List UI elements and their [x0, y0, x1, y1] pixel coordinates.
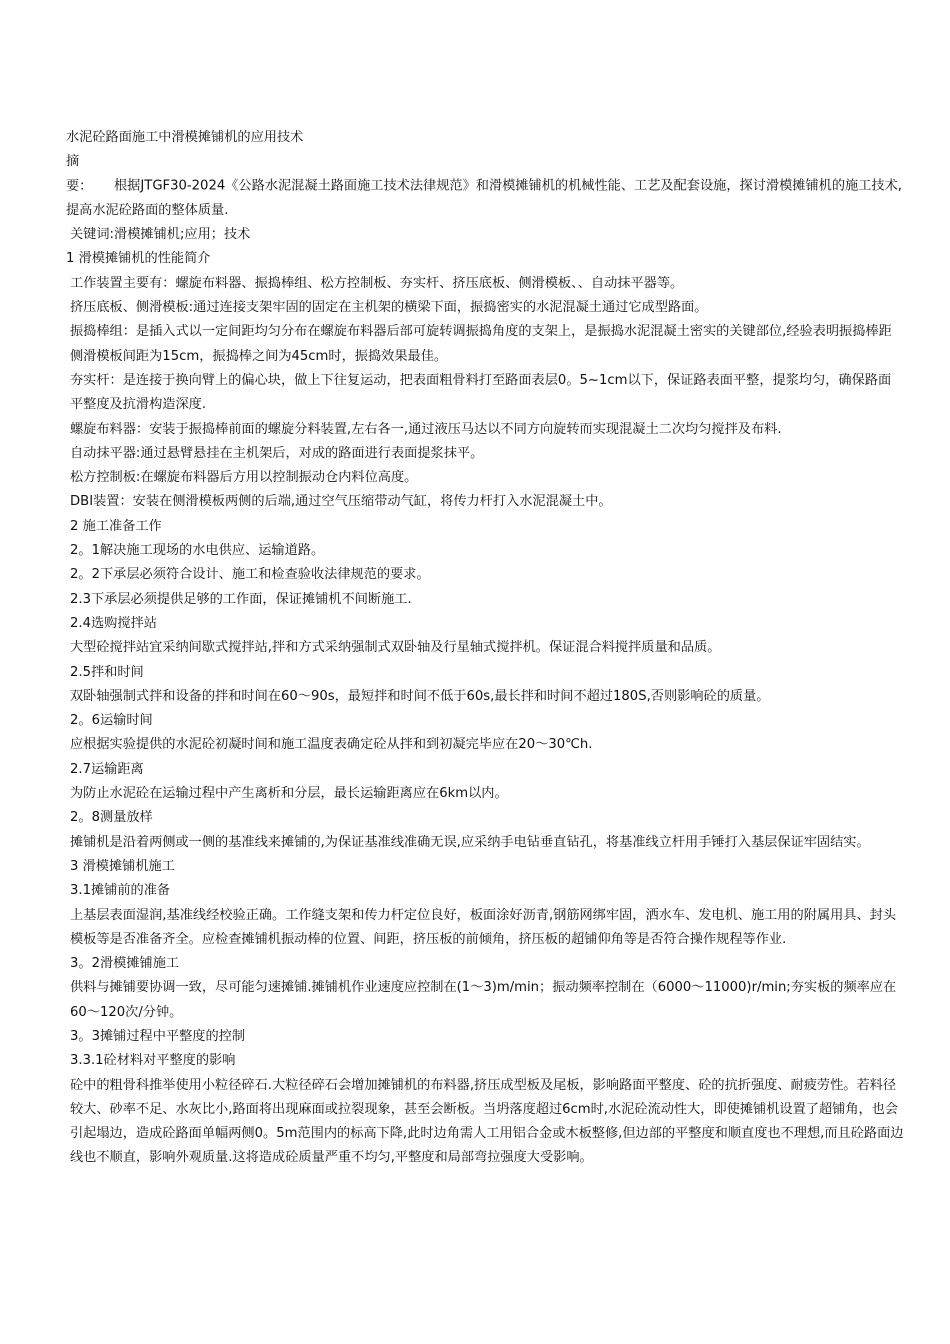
paragraph: 振捣棒组：是插入式以一定间距均匀分布在螺旋布料器后部可旋转调振捣角度的支架上，是振捣水泥混凝土密实的关键部位,经验表明振捣棒距侧滑模板间距为15cm，振捣棒之间为45cm时，振捣效果最佳。 — [70, 324, 892, 364]
document-title: 水泥砼路面施工中滑模摊铺机的应用技术 — [66, 130, 304, 145]
paragraph: 螺旋布料器：安装于振捣棒前面的螺旋分料装置,左右各一,通过液压马达以不同方向旋转而实现混凝土二次均匀搅拌及布料. — [70, 421, 782, 437]
paragraph: 摊铺机是沿着两侧或一侧的基准线来摊铺的,为保证基准线准确无误,应采纳手电钻垂直钻孔，将基准线立杆用手锤打入基层保证牢固结实。 — [70, 834, 870, 850]
paragraph: 应根据实验提供的水泥砼初凝时间和施工温度表确定砼从拌和到初凝完毕应在20～30℃h. — [70, 737, 593, 753]
paragraph: 为防止水泥砼在运输过程中产生离析和分层，最长运输距离应在6km以内。 — [70, 786, 508, 802]
subsection-heading: 2。1解决施工现场的水电供应、运输道路。 — [70, 543, 325, 559]
paragraph: 供料与摊铺要协调一致，尽可能匀速摊铺.摊铺机作业速度应控制在(1～3)m/min；振动频率控制在（6000～11000)r/min;夯实板的频率应在60～120次/分钟。 — [70, 980, 897, 1020]
paragraph: 砼中的粗骨科推举使用小粒径碎石.大粒径碎石会增加摊铺机的布料器,挤压成型板及尾板，影响路面平整度、砼的抗折强度、耐疲劳性。若料径较大、砂率不足、水灰比小,路面将出现麻面或拉裂现象，甚至会断板。当坍落度超过6cm时,水泥砼流动性大，即使摊铺机设置了超铺角，也会引起塌边，造成砼路面单幅两侧0。5m范围内的标高下降,此时边角需人工用铝合金或木板整修,但边部的平整度和顺直度也不理想,而且砼路面边线也不顺直，影响外观质量.这将造成砼质量严重不均匀,平整度和局部弯拉强度大受影响。 — [70, 1077, 904, 1166]
paragraph: 上基层表面湿润,基准线经校验正确。工作缝支架和传力杆定位良好，板面涂好沥青,钢筋网绑牢固，洒水车、发电机、施工用的附属用具、封头模板等是否准备齐全。应检查摊铺机振动棒的位置、间距，挤压板的前倾角，挤压板的超铺仰角等是否符合操作规程等作业. — [70, 907, 897, 947]
subsection-heading: 2。2下承层必须符合设计、施工和检查验收法律规范的要求。 — [70, 567, 430, 583]
paragraph: DBI装置：安装在侧滑模板两侧的后端,通过空气压缩带动气缸，将传力杆打入水泥混凝土中。 — [70, 494, 612, 510]
subsection-heading: 2。6运输时间 — [70, 713, 153, 729]
paragraph: 夯实杆：是连接于换向臂上的偏心块，做上下往复运动，把表面粗骨料打至路面表层0。5~1cm以下，保证路表面平整，提浆均匀，确保路面平整度及抗滑构造深度. — [70, 372, 892, 413]
paragraph: 大型砼搅拌站宜采纳间歇式搅拌站,拌和方式采纳强制式双卧轴及行星轴式搅拌机。保证混合料搅拌质量和品质。 — [70, 640, 721, 656]
section-heading: 2 施工准备工作 — [70, 518, 162, 534]
abstract-label: 摘 要： — [66, 154, 106, 194]
keywords: 关键词:滑模摊铺机;应用；技术 — [70, 227, 251, 243]
paragraph: 双卧轴强制式拌和设备的拌和时间在60～90s，最短拌和时间不低于60s,最长拌和时间不超过180S,否则影响砼的质量。 — [70, 688, 770, 704]
subsection-heading: 3.1摊铺前的准备 — [70, 883, 171, 899]
section-heading: 3 滑模摊铺机施工 — [70, 858, 175, 874]
abstract — [66, 150, 904, 223]
subsection-heading: 2.7运输距离 — [70, 761, 144, 777]
subsection-heading: 2.4选购搅拌站 — [70, 615, 157, 631]
document-body — [66, 126, 904, 1171]
subsection-heading: 2.3下承层必须提供足够的工作面，保证摊铺机不间断施工. — [70, 591, 412, 607]
paragraph: 松方控制板:在螺旋布料器后方用以控制振动仓内料位高度。 — [70, 470, 418, 486]
section-heading: 1 滑模摊铺机的性能简介 — [66, 251, 211, 267]
subsection-heading: 2.5拌和时间 — [70, 664, 144, 680]
paragraph: 挤压底板、侧滑模板:通过连接支架牢固的固定在主机架的横梁下面，振捣密实的水泥混凝土通过它成型路面。 — [70, 300, 708, 316]
subsection-heading: 3。2滑模摊铺施工 — [70, 956, 180, 972]
paragraph: 工作装置主要有：螺旋布料器、振捣棒组、松方控制板、夯实杆、挤压底板、侧滑模板、、自动抹平器等。 — [70, 275, 684, 291]
subsection-heading: 2。8测量放样 — [70, 810, 153, 826]
abstract-text: 根据JTGF30-2024《公路水泥混凝土路面施工技术法律规范》和滑模摊铺机的机械性能、工艺及配套设施，探讨滑模摊铺机的施工技术,提高水泥砼路面的整体质量. — [66, 178, 902, 218]
subsection-heading: 3.3.1砼材料对平整度的影响 — [70, 1053, 236, 1069]
subsection-heading: 3。3摊铺过程中平整度的控制 — [70, 1028, 246, 1044]
paragraph: 自动抹平器:通过悬臂悬挂在主机架后，对成的路面进行表面提浆抹平。 — [70, 445, 484, 461]
